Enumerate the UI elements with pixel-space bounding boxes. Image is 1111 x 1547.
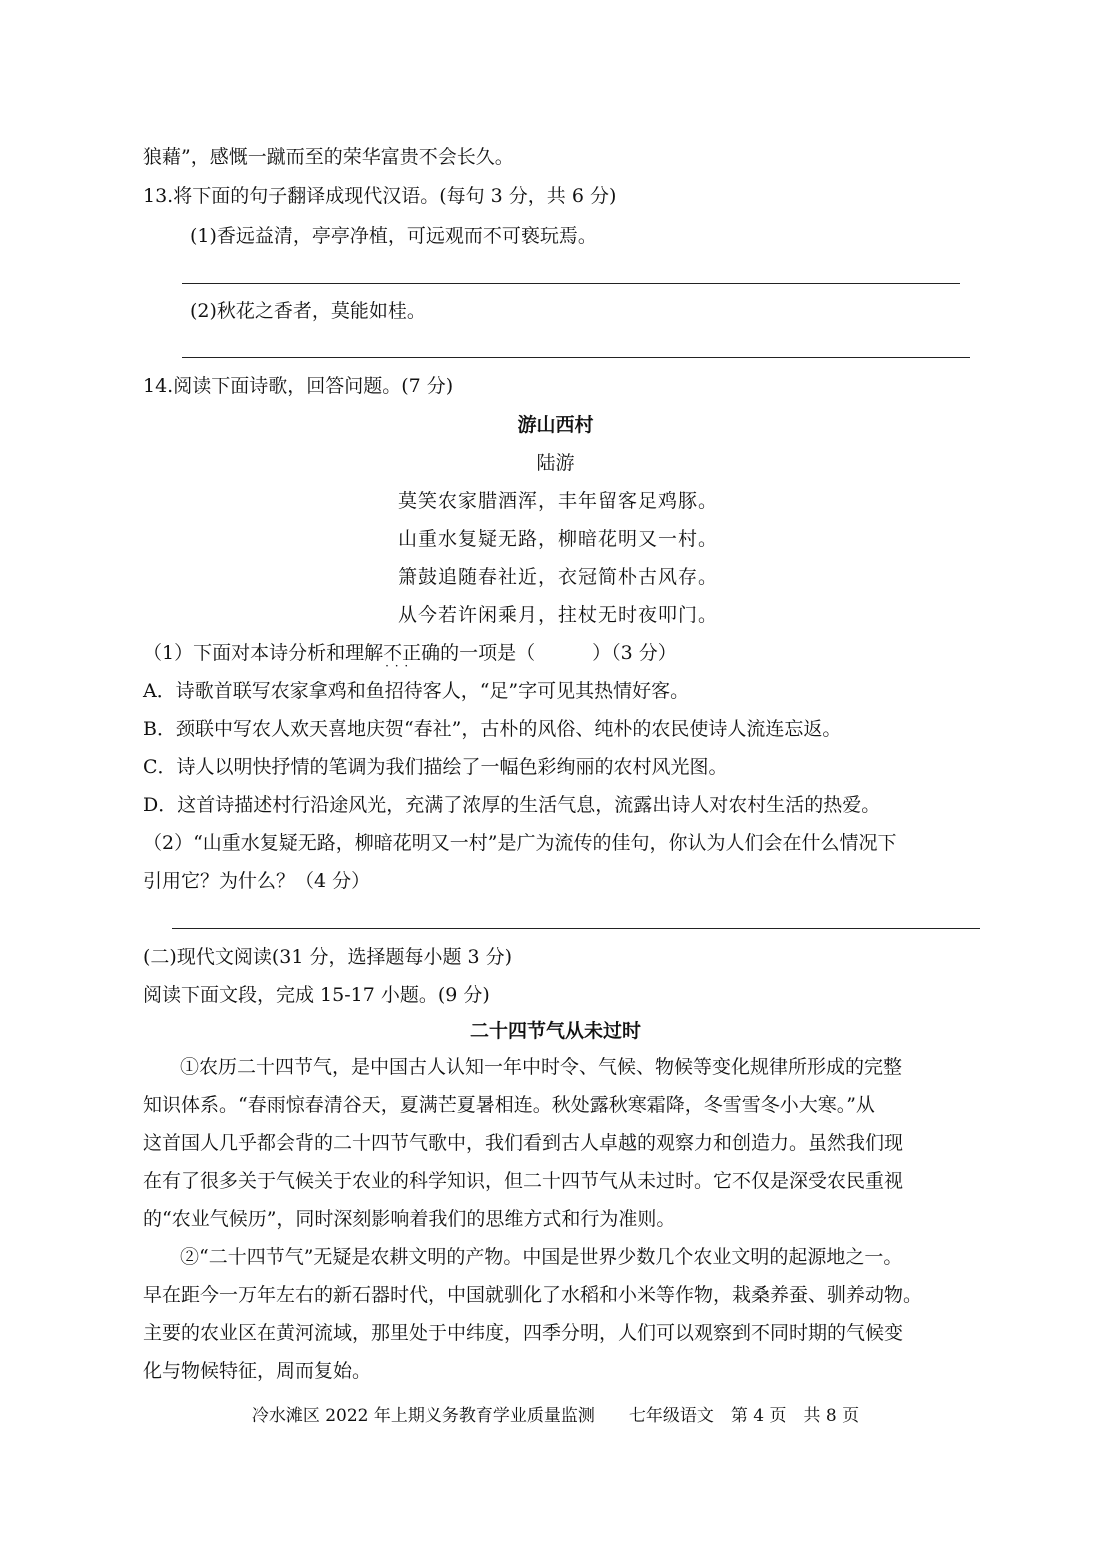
question-13-sentence-2: (2)秋花之香者，莫能如桂。	[190, 300, 426, 322]
paragraph-1-line-2: 知识体系。“春雨惊春清谷天，夏满芒夏暑相连。秋处露秋寒霜降，冬雪雪冬小大寒。”从	[143, 1094, 875, 1116]
question-14-sub-2-line-1: （2）“山重水复疑无路，柳暗花明又一村”是广为流传的佳句，你认为人们会在什么情况下	[143, 832, 897, 854]
paragraph-2-line-1: ②“二十四节气”无疑是农耕文明的产物。中国是世界少数几个农业文明的起源地之一。	[180, 1246, 903, 1268]
section-2-instruction: 阅读下面文段，完成 15-17 小题。(9 分)	[143, 984, 490, 1006]
paragraph-2-line-4: 化与物候特征，周而复始。	[143, 1360, 372, 1382]
poem-line-4: 从今若许闲乘月，拄杖无时夜叩门。	[398, 604, 719, 626]
poem-author: 陆游	[536, 452, 575, 474]
question-14-sub-1	[143, 644, 677, 663]
poem-line-2: 山重水复疑无路，柳暗花明又一村。	[398, 528, 719, 550]
section-2-heading: (二)现代文阅读(31 分，选择题每小题 3 分)	[143, 946, 513, 968]
answer-line-14-2[interactable]	[172, 928, 980, 929]
poem-line-1: 莫笑农家腊酒浑，丰年留客足鸡豚。	[398, 490, 719, 512]
paragraph-2-line-3: 主要的农业区在黄河流域，那里处于中纬度，四季分明，人们可以观察到不同时期的气候变	[143, 1322, 904, 1344]
continued-text-line: 狼藉”，感慨一蹴而至的荣华富贵不会长久。	[143, 146, 514, 168]
option-c: C．诗人以明快抒情的笔调为我们描绘了一幅色彩绚丽的农村风光图。	[143, 756, 728, 778]
emphasis-not-correct: 不正确 · · ·	[383, 642, 440, 664]
answer-line-13-1[interactable]	[182, 283, 960, 284]
paragraph-2-line-2: 早在距今一万年左右的新石器时代，中国就驯化了水稻和小米等作物，栽桑养蚕、驯养动物。	[143, 1284, 923, 1306]
paragraph-1-line-1: ①农历二十四节气，是中国古人认知一年中时令、气候、物候等变化规律所形成的完整	[180, 1056, 903, 1078]
question-14-sub-2-line-2: 引用它？为什么？（4 分）	[143, 870, 371, 892]
sub-1-suffix: 的一项是（ ）（3 分）	[440, 642, 677, 664]
answer-line-13-2[interactable]	[182, 357, 970, 358]
question-13-sentence-1: (1)香远益清，亭亭净植，可远观而不可亵玩焉。	[190, 225, 597, 247]
option-a: A．诗歌首联写农家拿鸡和鱼招待客人，“足”字可见其热情好客。	[143, 680, 690, 702]
poem-title: 游山西村	[517, 414, 594, 436]
sub-1-prefix: （1）下面对本诗分析和理解	[143, 642, 384, 664]
question-14-stem: 14.阅读下面诗歌，回答问题。(7 分)	[143, 375, 454, 397]
article-title: 二十四节气从未过时	[469, 1020, 641, 1042]
option-d: D．这首诗描述村行沿途风光，充满了浓厚的生活气息，流露出诗人对农村生活的热爱。	[143, 794, 881, 816]
option-b: B．颈联中写农人欢天喜地庆贺“春社”，古朴的风俗、纯朴的农民使诗人流连忘返。	[143, 718, 842, 740]
poem-line-3: 箫鼓追随春社近，衣冠简朴古风存。	[398, 566, 719, 588]
page-footer: 冷水滩区 2022 年上期义务教育学业质量监测 七年级语文 第 4 页 共 8 页	[251, 1406, 860, 1426]
paragraph-1-line-3: 这首国人几乎都会背的二十四节气歌中，我们看到古人卓越的观察力和创造力。虽然我们现	[143, 1132, 904, 1154]
paragraph-1-line-5: 的“农业气候历”，同时深刻影响着我们的思维方式和行为准则。	[143, 1208, 676, 1230]
paragraph-1-line-4: 在有了很多关于气候关于农业的科学知识，但二十四节气从未过时。它不仅是深受农民重视	[143, 1170, 904, 1192]
question-13-stem: 13.将下面的句子翻译成现代汉语。(每句 3 分，共 6 分)	[143, 185, 617, 207]
